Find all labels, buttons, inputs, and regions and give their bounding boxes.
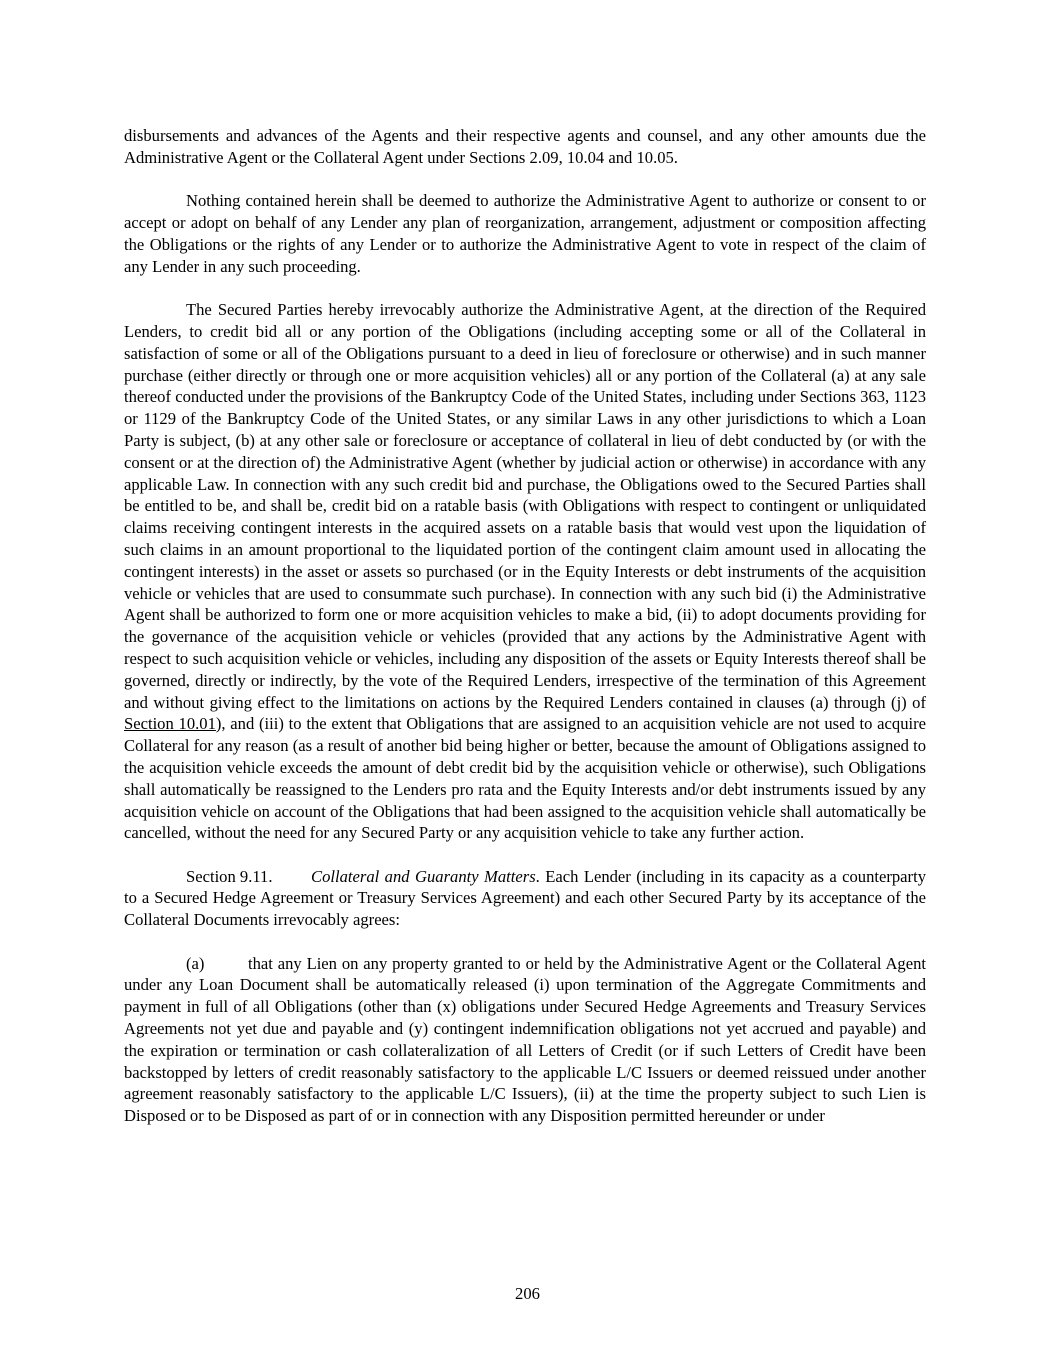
clause-label: (a) — [186, 953, 205, 973]
section-9-11-paragraph — [124, 866, 926, 931]
document-body — [124, 125, 926, 1149]
credit-bid-text-a: The Secured Parties hereby irrevocably authorize the Administrative Agent, at the direction of the Required Lenders, to credit bid all or any portion of the Obligations (including accepting some or all of the Collateral in satisfaction of some or all of the Obligations pursuant to a deed in lieu of foreclosure or otherwise) and in such manner purchase (either directly or through one or more acquisition vehicles) all or any portion of the Collateral (a) at any sale thereof conducted under the provisions of the Bankruptcy Code of the United States, including under Sections 363, 1123 or 1129 of the Bankruptcy Code of the United States, or any similar Laws in any other jurisdictions to which a Loan Party is subject, (b) at any other sale or foreclosure or acceptance of collateral in lieu of debt conducted by (or with the consent or at the direction of) the Administrative Agent (whether by judicial action or otherwise) in accordance with any applicable Law. In connection with any such credit bid and purchase, the Obligations owed to the Secured Parties shall be entitled to be, and shall be, credit bid on a ratable basis (with Obligations with respect to contingent or unliquidated claims receiving contingent interests in the acquired assets on a ratable basis that would vest upon the liquidation of such claims in an amount proportional to the liquidated portion of the contingent claim amount used in allocating the contingent interests) in the asset or assets so purchased (or in the Equity Interests or debt instruments of the acquisition vehicle or vehicles that are used to consummate such purchase). In connection with any such bid (i) the Administrative Agent shall be authorized to form one or more acquisition vehicles to make a bid, (ii) to adopt documents providing for the governance of the acquisition vehicle or vehicles (provided that any actions by the Administrative Agent with respect to such acquisition vehicle or vehicles, including any disposition of the assets or Equity Interests thereof shall be governed, directly or indirectly, by the vote of the Required Lenders, irrespective of the termination of this Agreement and without giving effect to the limitations on actions by the Required Lenders contained in clauses (a) through (j) of — [124, 300, 926, 712]
clause-text: that any Lien on any property granted to or held by the Administrative Agent or the Collateral Agent under any Loan Document shall be automatically released (i) upon termination of the Aggregate Commitments and payment in full of all Obligations (other than (x) obligations under Secured Hedge Agreements and Treasury Services Agreements not yet due and payable and (y) contingent indemnification obligations not yet accrued and payable) and the expiration or termination or cash collateralization of all Letters of Credit (or if such Letters of Credit have been backstopped by letters of credit reasonably satisfactory to the applicable L/C Issuers or deemed reissued under another agreement reasonably satisfactory to the applicable L/C Issuers), (ii) at the time the property subject to such Lien is Disposed or to be Disposed as part of or in connection with any Disposition permitted hereunder or under — [124, 953, 926, 1126]
section-10-01-reference: Section 10.01 — [124, 714, 216, 734]
section-title: Collateral and Guaranty Matters — [311, 866, 536, 886]
paragraph-credit-bid — [124, 299, 926, 844]
section-number: Section 9.11. — [186, 866, 273, 886]
page-number: 206 — [515, 1284, 540, 1303]
paragraph-no-authorization: Nothing contained herein shall be deemed to authorize the Administrative Agent to authorize or consent to or accept or adopt on behalf of any Lender any plan of reorganization, arrangement, adjustment or composition affecting the Obligations or the rights of any Lender or to authorize the Administrative Agent to vote in respect of the claim of any Lender in any such proceeding. — [124, 191, 926, 276]
paragraph-continuation: disbursements and advances of the Agents and their respective agents and counsel, and any other amounts due the Administrative Agent or the Collateral Agent under Sections 2.09, 10.04 and 10.05. — [124, 126, 926, 167]
section-text: . Each Lender (including in its capacity as a counterparty to a Secured Hedge Agreement or Treasury Services Agreement) and each other Secured Party by its acceptance of the Collateral Documents irrevocably agrees: — [124, 866, 926, 930]
clause-a-paragraph — [124, 953, 926, 1127]
credit-bid-text-b: ), and (iii) to the extent that Obligations that are assigned to an acquisition vehicle are not used to acquire Collateral for any reason (as a result of another bid being higher or better, because the amount of Obligations assigned to the acquisition vehicle exceeds the amount of debt credit bid by the acquisition vehicle or otherwise), such Obligations shall automatically be reassigned to the Lenders pro rata and the Equity Interests and/or debt instruments issued by any acquisition vehicle on account of the Obligations that had been assigned to the acquisition vehicle shall automatically be cancelled, without the need for any Secured Party or any acquisition vehicle to take any further action. — [124, 714, 926, 843]
